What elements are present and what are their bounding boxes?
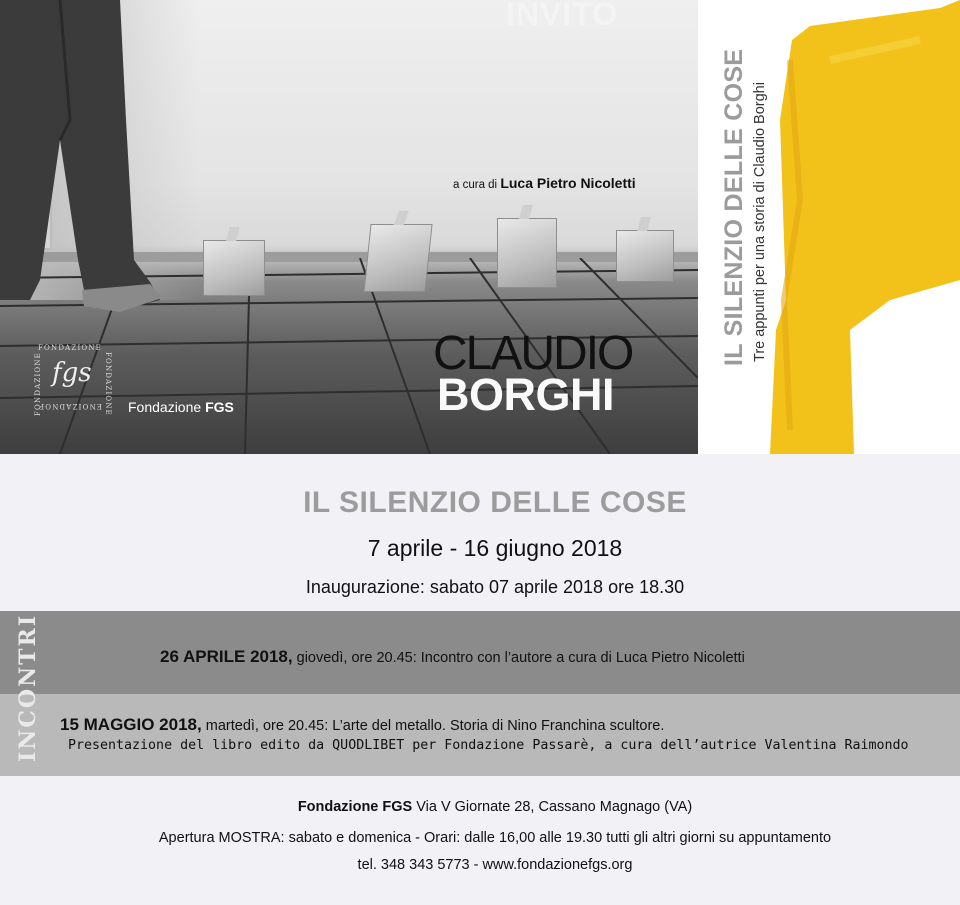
artist-last-name: BORGHI [437, 369, 614, 420]
foundation-name: FGS [205, 399, 234, 415]
event-2 [60, 715, 664, 735]
event-band-2 [0, 694, 960, 776]
visitor-legs [0, 0, 180, 330]
event-1-text: giovedì, ore 20.45: Incontro con l’autore a cura di Luca Pietro Nicoletti [296, 650, 745, 666]
fgs-logo [34, 344, 112, 416]
foundation-prefix: Fondazione [128, 399, 202, 415]
sculpture-2 [363, 224, 432, 292]
curator-name: Luca Pietro Nicoletti [500, 175, 636, 191]
contacts: tel. 348 343 5773 - www.fondazionefgs.org [357, 857, 633, 873]
logo-text-left: FONDAZIONE [34, 352, 42, 416]
exhibition-dates: 7 aprile - 16 giugno 2018 [367, 535, 623, 561]
curator-credit [453, 175, 636, 191]
logo-text-right: FONDAZIONE [104, 352, 112, 416]
curator-prefix: a cura di [453, 179, 498, 191]
spine-title: IL SILENZIO DELLE COSE [720, 48, 748, 366]
foundation-label [128, 399, 234, 415]
spine-subtitle: Tre appunti per una storia di Claudio Borghi [752, 82, 768, 362]
incontri-label: INCONTRI [15, 613, 41, 762]
opening-info: Inaugurazione: sabato 07 aprile 2018 ore 18.30 [305, 577, 685, 597]
invitation-heading: INVITO [506, 0, 619, 32]
event-2-text: martedì, ore 20.45: L’arte del metallo. Storia di Nino Franchina scultore. [205, 718, 665, 734]
address-line [0, 799, 960, 815]
event-1 [160, 647, 745, 667]
exhibition-title: IL SILENZIO DELLE COSE [303, 486, 687, 519]
sculpture-1 [203, 240, 265, 296]
yellow-brushstroke [770, 0, 960, 454]
event-2-date: 15 MAGGIO 2018, [60, 715, 202, 734]
sculpture-4 [616, 230, 674, 282]
event-1-date: 26 APRILE 2018, [160, 647, 293, 666]
opening-hours: Apertura MOSTRA: sabato e domenica - Orari: dalle 16,00 alle 19.30 tutti gli altri giorni su appuntamento [158, 830, 832, 846]
sculpture-3 [497, 218, 557, 288]
logo-text-bottom: ENOIZADNOF [38, 402, 102, 410]
yellow-artwork [770, 0, 960, 454]
event-2-details: Presentazione del libro edito da QUODLIBET per Fondazione Passarè, a cura dell’autrice Valentina Raimondo [68, 738, 909, 753]
logo-text-top: FONDAZIONE [38, 344, 102, 352]
org-name: Fondazione FGS [297, 799, 413, 815]
address: Via V Giornate 28, Cassano Magnago (VA) [416, 799, 693, 815]
artist-first-name: CLAUDIO [433, 327, 633, 380]
logo-mark: fgs [52, 358, 92, 388]
cover-photo [0, 0, 698, 454]
